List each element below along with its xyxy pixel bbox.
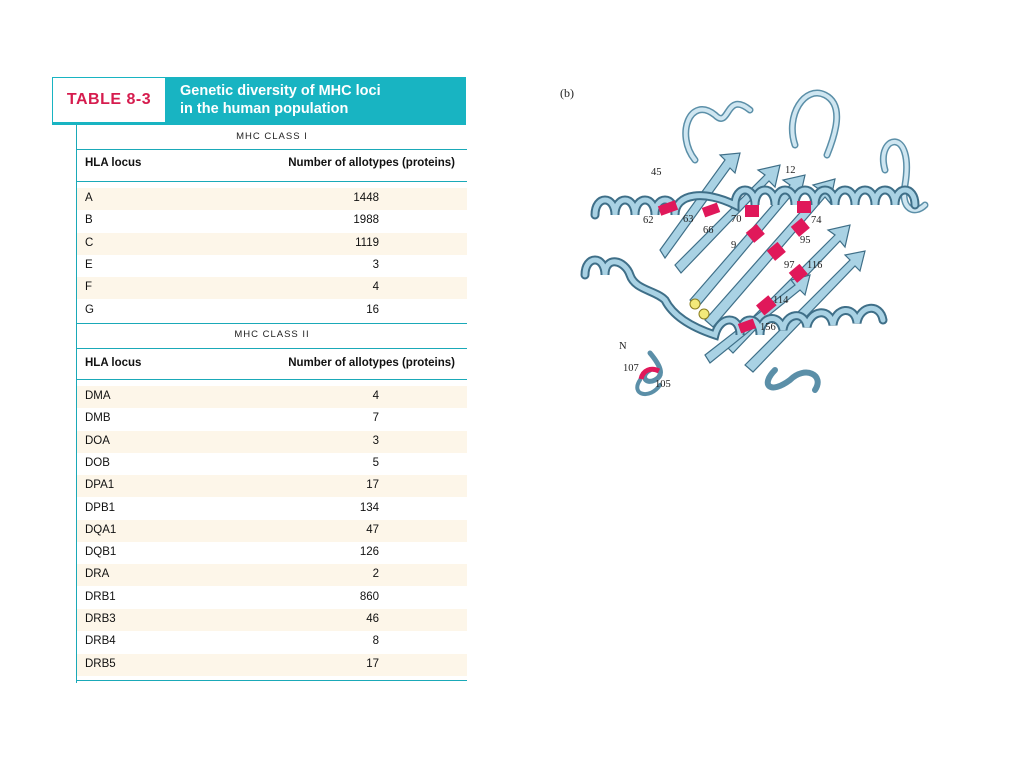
hla-locus-cell: DRB1 xyxy=(85,590,116,603)
table-row xyxy=(77,498,467,520)
allotype-count-cell: 16 xyxy=(366,303,379,316)
residue-number-label: 156 xyxy=(760,322,776,333)
table-row xyxy=(77,255,467,277)
residue-number-label: 105 xyxy=(655,379,671,390)
loop xyxy=(768,370,818,390)
divider xyxy=(77,680,467,681)
divider xyxy=(77,323,467,324)
table-row xyxy=(77,564,467,586)
allotype-count-cell: 17 xyxy=(366,479,379,492)
hla-locus-cell: DPA1 xyxy=(85,479,115,492)
ribbon-diagram xyxy=(555,75,955,405)
divider xyxy=(77,348,467,349)
hla-locus-cell: A xyxy=(85,192,93,204)
table-row xyxy=(77,587,467,609)
allotype-count-cell: 46 xyxy=(366,613,379,625)
residue-number-label: 116 xyxy=(807,260,823,271)
allotype-count-cell: 1119 xyxy=(355,236,379,249)
allotype-count-cell: 860 xyxy=(359,590,379,603)
table-number: TABLE 8-3 xyxy=(52,77,166,123)
allotype-count-cell: 4 xyxy=(372,281,379,294)
column-header-locus: HLA locus xyxy=(85,357,142,369)
residue-highlight xyxy=(702,203,720,218)
hla-locus-cell: DRB4 xyxy=(85,635,116,648)
allotype-count-cell: 126 xyxy=(359,546,379,559)
hla-locus-cell: G xyxy=(85,303,94,316)
loop xyxy=(686,104,750,160)
residue-number-label: 95 xyxy=(800,235,811,246)
residue-number-label: 74 xyxy=(811,215,822,226)
allotype-count-cell: 8 xyxy=(372,635,379,648)
table-row xyxy=(77,431,467,453)
mhc-table xyxy=(52,77,466,683)
allotype-count-cell: 4 xyxy=(372,390,379,402)
hla-locus-cell: DPB1 xyxy=(85,501,116,514)
residue-number-label: 66 xyxy=(703,225,714,236)
table-row xyxy=(77,631,467,653)
residue-number-label: 12 xyxy=(785,165,796,176)
hla-locus-cell: DOA xyxy=(85,434,110,447)
allotype-count-cell: 7 xyxy=(372,412,379,425)
n-terminus-label: N xyxy=(619,341,627,352)
table-row xyxy=(77,277,467,299)
table-row xyxy=(77,300,467,322)
table-row xyxy=(77,609,467,631)
table-row xyxy=(77,408,467,430)
allotype-count-cell: 134 xyxy=(359,501,379,514)
residue-highlight xyxy=(745,205,759,217)
allotype-count-cell: 5 xyxy=(372,456,379,469)
hla-locus-cell: DRB5 xyxy=(85,657,116,670)
table-row xyxy=(77,233,467,255)
column-header-count: Number of allotypes (proteins) xyxy=(288,157,455,169)
hla-locus-cell: C xyxy=(85,236,94,249)
residue-number-label: 70 xyxy=(731,214,742,225)
table-title-line1: Genetic diversity of MHC loci xyxy=(180,83,381,99)
table-row xyxy=(77,475,467,497)
section-label-class1: MHC CLASS I xyxy=(236,131,308,142)
allotype-count-cell: 3 xyxy=(372,258,379,271)
column-header-locus: HLA locus xyxy=(85,157,142,169)
residue-number-label: 63 xyxy=(683,214,694,225)
divider xyxy=(77,181,467,182)
allotype-count-cell: 1988 xyxy=(353,214,379,227)
allotype-count-cell: 17 xyxy=(366,657,379,670)
hla-locus-cell: B xyxy=(85,214,93,227)
table-row xyxy=(77,210,467,232)
mhc-structure-figure xyxy=(555,75,955,405)
hla-locus-cell: DRB3 xyxy=(85,613,116,625)
hla-locus-cell: DQB1 xyxy=(85,546,117,559)
allotype-count-cell: 1448 xyxy=(353,192,379,204)
residue-number-label: 9 xyxy=(731,240,737,251)
hla-locus-cell: DRA xyxy=(85,568,110,581)
table-row xyxy=(77,453,467,475)
residue-number-label: 107 xyxy=(623,363,639,374)
allotype-count-cell: 47 xyxy=(366,523,379,536)
allotype-count-cell: 2 xyxy=(372,568,379,581)
section-label-class2: MHC CLASS II xyxy=(234,329,310,340)
table-title-line2: in the human population xyxy=(180,101,349,117)
hla-locus-cell: E xyxy=(85,258,93,271)
table-title xyxy=(180,82,460,118)
hla-locus-cell: DMA xyxy=(85,390,111,402)
hla-locus-cell: DMB xyxy=(85,412,111,425)
divider xyxy=(77,379,467,380)
panel-label: (b) xyxy=(560,86,574,100)
disulfide-sphere xyxy=(699,309,709,319)
column-header-count: Number of allotypes (proteins) xyxy=(288,357,455,369)
table-row xyxy=(77,386,467,408)
hla-locus-cell: DOB xyxy=(85,456,110,469)
table-row xyxy=(77,520,467,542)
disulfide-sphere xyxy=(690,299,700,309)
table-row xyxy=(77,654,467,676)
hla-locus-cell: DQA1 xyxy=(85,523,117,536)
table-body xyxy=(76,125,467,683)
residue-number-label: 45 xyxy=(651,167,662,178)
table-header xyxy=(52,77,466,125)
divider xyxy=(77,149,467,150)
table-row xyxy=(77,542,467,564)
table-row xyxy=(77,188,467,210)
residue-number-label: 114 xyxy=(773,295,789,306)
hla-locus-cell: F xyxy=(85,281,93,294)
residue-highlight xyxy=(797,201,811,213)
residue-number-label: 62 xyxy=(643,215,654,226)
residue-number-label: 97 xyxy=(784,260,795,271)
allotype-count-cell: 3 xyxy=(372,434,379,447)
